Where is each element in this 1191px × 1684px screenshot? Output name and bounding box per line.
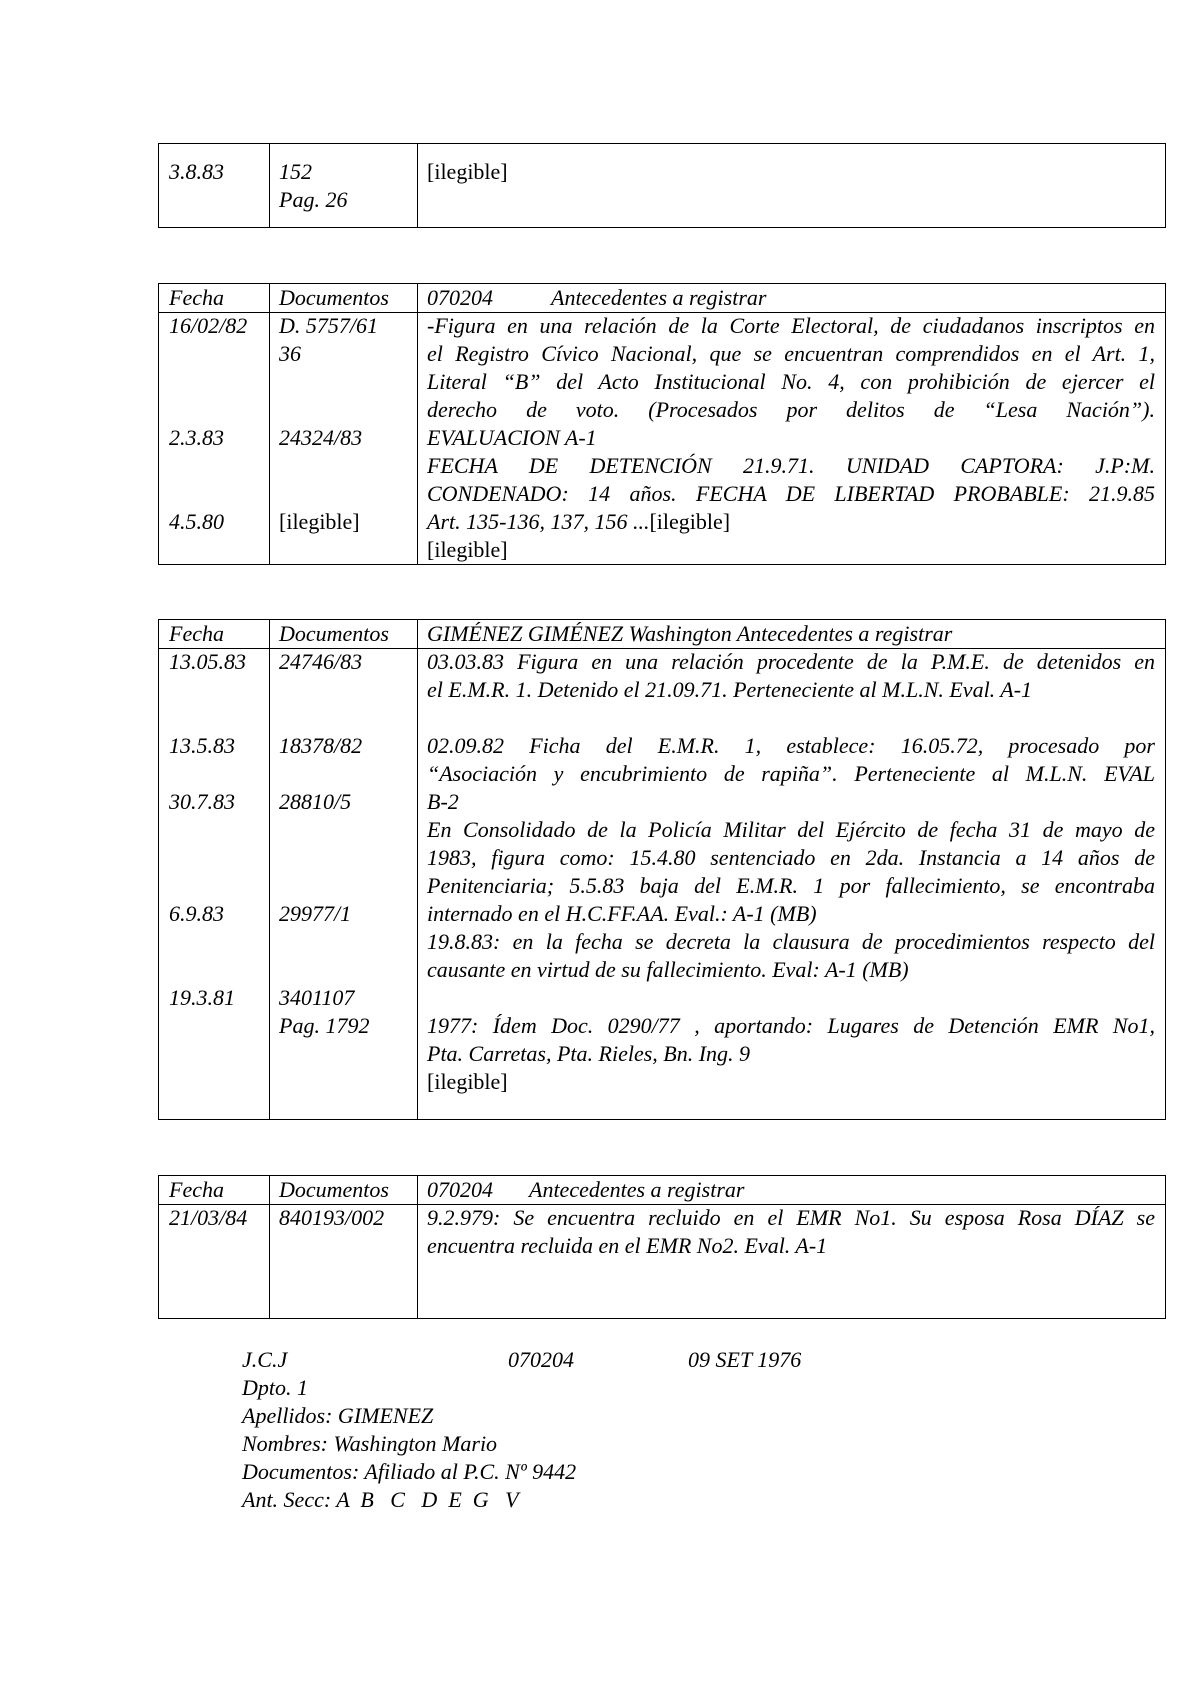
date-cell: 30.7.83 (169, 789, 235, 814)
antecedentes-text-block-1 (427, 648, 1155, 704)
antecedentes-text (427, 1204, 1155, 1260)
text-line: B-2 (427, 789, 459, 814)
header-fecha: Fecha (169, 621, 224, 646)
text-line: derecho de voto. (Procesados por delitos de “Lesa Nación”). (427, 397, 1155, 422)
date-column (159, 620, 270, 1119)
date-cell: 19.3.81 (169, 985, 235, 1010)
doc-cell: [ilegible] (279, 509, 360, 534)
doc-cell-line2: Pag. 26 (279, 187, 348, 212)
documents-column (269, 620, 418, 1119)
text-line: FECHA DE DETENCIÓN 21.9.71. UNIDAD CAPTORA: J.P:M. (427, 453, 1155, 478)
text-line: “Asociación y encubrimiento de rapiña”. Perteneciente al M.L.N. EVAL (427, 761, 1155, 786)
text-line: EVALUACION A-1 (427, 425, 597, 450)
text-line: 02.09.82 Ficha del E.M.R. 1, establece: 16.05.72, procesado por (427, 733, 1155, 758)
date-cell: 16/02/82 (169, 313, 248, 338)
text-line: causante en virtud de su fallecimiento. Eval: A-1 (MB) (427, 957, 909, 982)
dpto-line: Dpto. 1 (242, 1375, 308, 1400)
text-line: [ilegible] (427, 1069, 508, 1094)
record-table-2 (158, 283, 1166, 565)
text-line: [ilegible] (427, 537, 508, 562)
doc-cell: 3401107 (279, 985, 355, 1010)
index-card-block (242, 1346, 802, 1514)
header-documentos: Documentos (279, 285, 389, 310)
doc-cell: Pag. 1792 (279, 1013, 370, 1038)
header-documentos: Documentos (279, 621, 389, 646)
doc-cell: 29977/1 (279, 901, 352, 926)
header-title: Antecedentes a registrar (551, 285, 767, 310)
header-documentos: Documentos (279, 1177, 389, 1202)
text-line: internado en el H.C.FF.AA. Eval.: A-1 (MB) (427, 901, 817, 926)
record-table-1 (158, 143, 1166, 228)
text-line: En Consolidado de la Policía Militar del Ejército de fecha 31 de mayo de (427, 817, 1155, 842)
index-card-header (242, 1346, 802, 1374)
text-line: 1977: Ídem Doc. 0290/77 , aportando: Lugares de Detención EMR No1, (427, 1013, 1155, 1038)
index-code: 070204 (508, 1347, 574, 1372)
antecedentes-text (427, 312, 1155, 564)
documentos-line: Documentos: Afiliado al P.C. Nº 9442 (242, 1459, 577, 1484)
header-fecha: Fecha (169, 285, 224, 310)
date-cell: 6.9.83 (169, 901, 224, 926)
doc-cell: 840193/002 (279, 1205, 385, 1230)
text-line: 19.8.83: en la fecha se decreta la clausura de procedimientos respecto del (427, 929, 1155, 954)
nombres-line: Nombres: Washington Mario (242, 1431, 498, 1456)
text-line: encuentra recluida en el EMR No2. Eval. A-1 (427, 1233, 828, 1258)
text-segment: Art. 135-136, 137, 156 ... (427, 509, 650, 534)
doc-cell: 24746/83 (279, 649, 363, 674)
doc-cell: D. 5757/61 (279, 313, 378, 338)
date-cell: 21/03/84 (169, 1205, 248, 1230)
text-line: Literal “B” del Acto Institucional No. 4, con prohibición de ejercer el (427, 369, 1155, 394)
text-line: -Figura en una relación de la Corte Electoral, de ciudadanos inscriptos en (427, 313, 1155, 338)
date-cell: 2.3.83 (169, 425, 224, 450)
index-date: 09 SET 1976 (688, 1347, 802, 1372)
header-code: 070204 (427, 285, 493, 310)
text-line: 03.03.83 Figura en una relación procedente de la P.M.E. de detenidos en (427, 649, 1155, 674)
date-cell: 3.8.83 (169, 159, 224, 184)
ant-secc-line: Ant. Secc: A B C D E G V (242, 1487, 519, 1512)
text-line: Penitenciaria; 5.5.83 baja del E.M.R. 1 por fallecimiento, se encontraba (427, 873, 1155, 898)
date-cell: 13.05.83 (169, 649, 246, 674)
text-line: Pta. Carretas, Pta. Rieles, Bn. Ing. 9 (427, 1041, 751, 1066)
text-line: 9.2.979: Se encuentra recluido en el EMR No1. Su esposa Rosa DÍAZ se (427, 1205, 1155, 1230)
header-title: GIMÉNEZ GIMÉNEZ Washington Antecedentes a registrar (427, 621, 953, 646)
header-title: Antecedentes a registrar (529, 1177, 745, 1202)
record-table-3 (158, 619, 1166, 1120)
org-label: J.C.J (242, 1347, 288, 1372)
apellidos-line: Apellidos: GIMENEZ (242, 1403, 434, 1428)
doc-cell: 36 (279, 341, 301, 366)
text-line: CONDENADO: 14 años. FECHA DE LIBERTAD PROBABLE: 21.9.85 (427, 481, 1155, 506)
doc-cell: 24324/83 (279, 425, 363, 450)
text-line: 1983, figura como: 15.4.80 sentenciado en 2da. Instancia a 14 años de (427, 845, 1155, 870)
date-cell: 4.5.80 (169, 509, 224, 534)
date-cell: 13.5.83 (169, 733, 235, 758)
text-cell: [ilegible] (427, 159, 508, 184)
antecedentes-text-block-3 (427, 1012, 1155, 1096)
header-code: 070204 (427, 1177, 493, 1202)
illegible-mark: [ilegible] (649, 509, 731, 534)
text-line: el Registro Cívico Nacional, que se encuentran comprendidos en el Art. 1, (427, 341, 1155, 366)
doc-cell-line1: 152 (279, 159, 312, 184)
doc-cell: 18378/82 (279, 733, 363, 758)
text-line: el E.M.R. 1. Detenido el 21.09.71. Perteneciente al M.L.N. Eval. A-1 (427, 677, 1033, 702)
record-table-4 (158, 1175, 1166, 1319)
doc-cell: 28810/5 (279, 789, 352, 814)
header-fecha: Fecha (169, 1177, 224, 1202)
text-line-mixed (427, 508, 1155, 536)
antecedentes-text-block-2 (427, 732, 1155, 984)
